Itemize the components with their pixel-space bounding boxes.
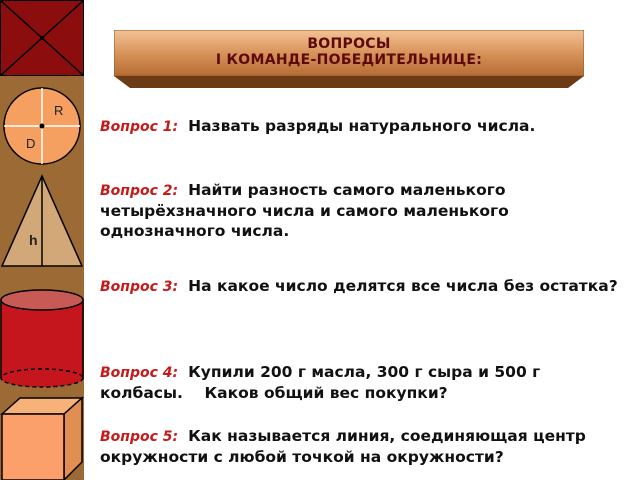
question-2-text: Найти разность самого маленького четырёхзначного числа и самого маленького однозначного числа. (100, 181, 509, 240)
envelope-icon (0, 0, 84, 76)
circle-label-r: R (54, 103, 64, 118)
circle-icon (0, 82, 84, 166)
question-4 (100, 362, 620, 403)
question-5-label: Вопрос 5: (100, 429, 179, 445)
question-5-text: Как называется линия, соединяющая центр окружности с любой точкой на окружности? (100, 427, 586, 466)
banner-line-1: ВОПРОСЫ (307, 36, 391, 52)
question-5 (100, 426, 620, 467)
cylinder-icon (0, 286, 84, 390)
question-1-text: Назвать разряды натурального числа. (188, 117, 536, 135)
question-4-text: Купили 200 г масла, 300 г сыра и 500 г колбасы. Каков общий вес покупки? (100, 363, 546, 402)
question-1-label: Вопрос 1: (100, 119, 179, 135)
triangle-label-h: h (29, 232, 38, 248)
banner-line-2: I КОМАНДЕ-ПОБЕДИТЕЛЬНИЦЕ: (215, 52, 483, 68)
triangle-icon (0, 172, 84, 270)
geometry-sidebar (0, 0, 84, 480)
question-3-label: Вопрос 3: (100, 279, 179, 295)
question-3-text: На какое число делятся все числа без остатка? (188, 277, 618, 295)
cube-icon (0, 396, 84, 480)
circle-label-d: D (26, 136, 36, 151)
question-2-label: Вопрос 2: (100, 183, 179, 199)
title-banner (114, 30, 584, 88)
question-1 (100, 116, 620, 137)
question-2 (100, 180, 620, 241)
banner-title (114, 36, 584, 68)
question-4-label: Вопрос 4: (100, 365, 179, 381)
question-3 (100, 276, 620, 297)
